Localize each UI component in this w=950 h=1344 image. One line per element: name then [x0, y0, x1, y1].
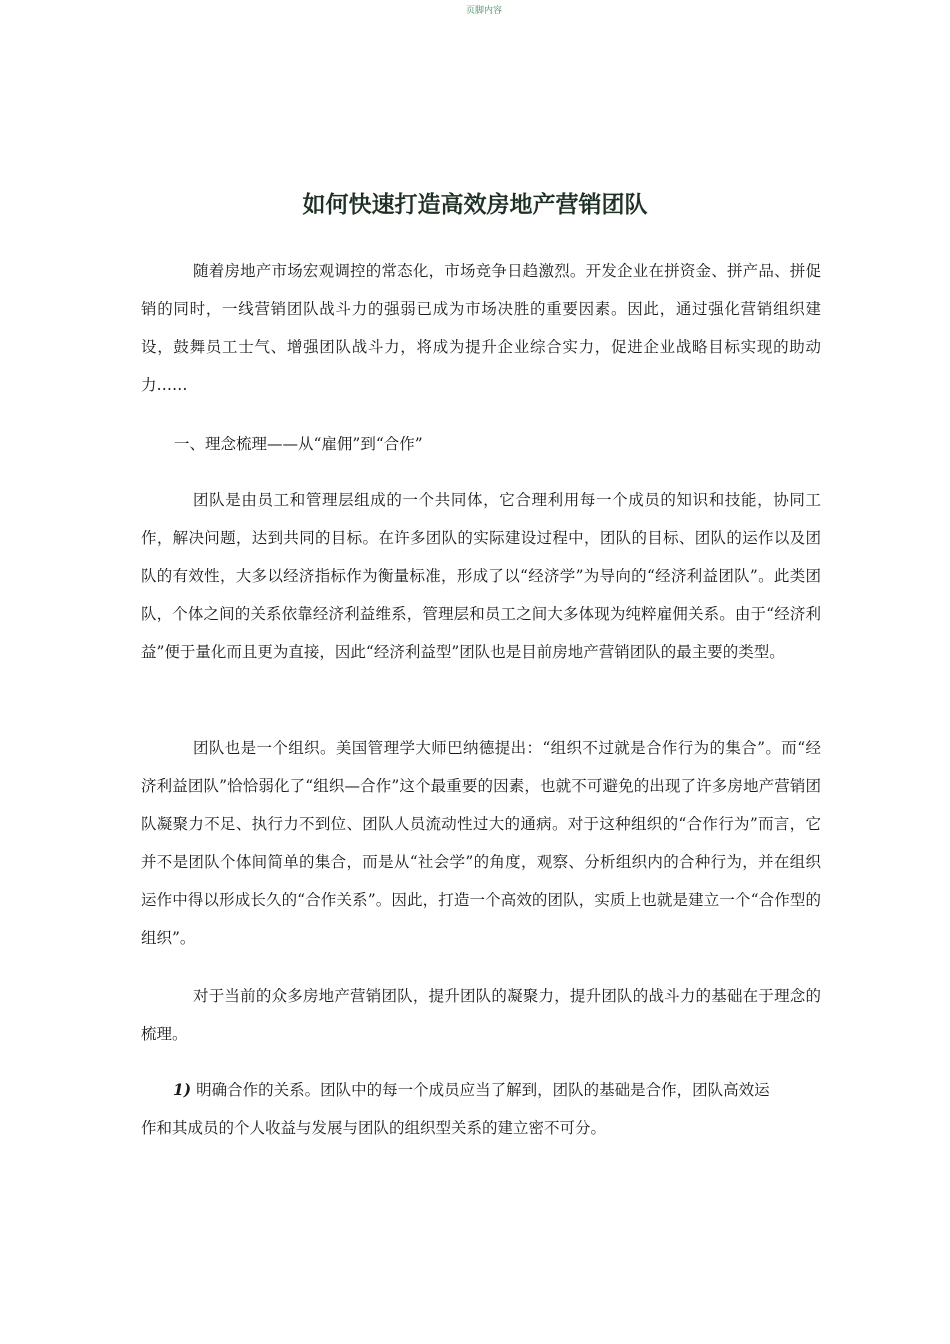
list-item-text-1: 明确合作的关系。团队中的每一个成员应当了解到，团队的基础是合作，团队高效运	[196, 1081, 770, 1099]
body-paragraph-2: 团队也是一个组织。美国管理学大师巴纳德提出：“组织不过就是合作行为的集合”。而“经济利益团队”恰恰弱化了“组织—合作”这个最重要的因素，也就不可避免的出现了许多房地产营销团队凝聚力不足、执行力不到位、团队人员流动性过大的通病。对于这种组织的“合作行为”而言，它并不是团队个体间简单的集合，而是从“社会学”的角度，观察、分析组织内的合种行为，并在组织运作中得以形成长久的“合作关系”。因此，打造一个高效的团队，实质上也就是建立一个“合作型的组织”。	[141, 739, 821, 947]
list-item-line-1	[141, 1071, 821, 1109]
list-item	[141, 1071, 821, 1147]
body-paragraph-3: 对于当前的众多房地产营销团队，提升团队的凝聚力，提升团队的战斗力的基础在于理念的梳理。	[141, 987, 821, 1043]
list-item-line-2: 作和其成员的个人收益与发展与团队的组织型关系的建立密不可分。	[141, 1119, 607, 1137]
section-heading: 一、理念梳理——从“雇佣”到“合作”	[174, 435, 423, 453]
list-marker: 1)	[173, 1080, 192, 1099]
intro-paragraph: 随着房地产市场宏观调控的常态化，市场竞争日趋激烈。开发企业在拼资金、拼产品、拼促销的同时，一线营销团队战斗力的强弱已成为市场决胜的重要因素。因此，通过强化营销组织建设，鼓舞员工士气、增强团队战斗力，将成为提升企业综合实力，促进企业战略目标实现的助动力……	[141, 262, 821, 394]
body-paragraph-1: 团队是由员工和管理层组成的一个共同体，它合理利用每一个成员的知识和技能，协同工作，解决问题，达到共同的目标。在许多团队的实际建设过程中，团队的目标、团队的运作以及团队的有效性，大多以经济指标作为衡量标准，形成了以“经济学”为导向的“经济利益团队”。此类团队，个体之间的关系依靠经济利益维系，管理层和员工之间大多体现为纯粹雇佣关系。由于“经济利益”便于量化而且更为直接，因此“经济利益型”团队也是目前房地产营销团队的最主要的类型。	[141, 491, 821, 661]
document-title: 如何快速打造高效房地产营销团队	[302, 192, 648, 218]
header-note: 页脚内容	[466, 6, 503, 16]
